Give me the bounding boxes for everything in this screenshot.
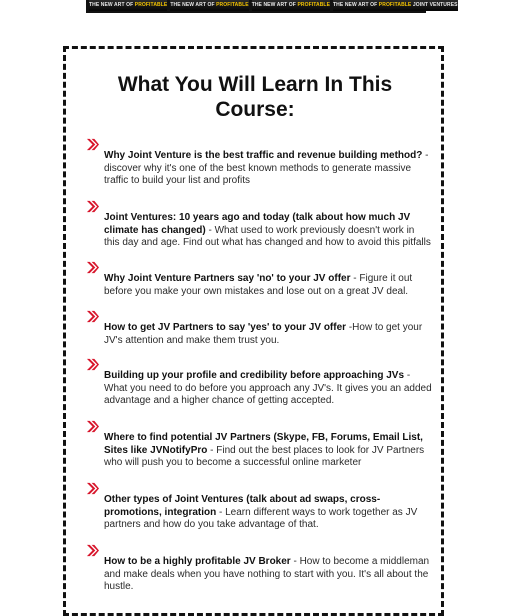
top-banner <box>86 0 458 13</box>
double-chevron-right-icon <box>86 544 99 557</box>
list-item <box>76 150 432 188</box>
double-chevron-right-icon <box>86 200 99 213</box>
banner-book: THE NEW ART OF PROFITABLE JOINT VENTURES <box>333 0 458 11</box>
item-description: - What used to work previously doesn't work in this day and age. Find out what has changed and how to avoid this pitfalls <box>104 224 431 248</box>
item-heading: How to get JV Partners to say 'yes' to your JV offer <box>104 322 347 333</box>
item-heading: Other types of Joint Ventures (talk about ad swaps, cross-promotions, integration <box>104 494 381 518</box>
item-description: - Learn different ways to work together as JV partners and how do you take advantage of that. <box>104 506 418 530</box>
double-chevron-right-icon <box>86 310 99 323</box>
title-line: What You Will Learn In This <box>117 73 393 96</box>
item-description: - Figure it out before you make your own mistakes and lose out on a great JV deal. <box>104 273 413 297</box>
title-line: Course: <box>215 98 295 121</box>
double-chevron-right-icon <box>86 358 99 371</box>
item-heading: How to be a highly profitable JV Broker <box>104 556 291 567</box>
banner-book: THE NEW ART OF PROFITABLE <box>170 0 248 11</box>
banner-book: THE NEW ART OF PROFITABLE <box>252 0 330 11</box>
item-heading: Where to find potential JV Partners (Skype, FB, Forums, Email List, Sites like JVNotifyPro <box>104 432 423 456</box>
double-chevron-right-icon <box>86 420 99 433</box>
item-description: - discover why it's one of the best known methods to generate massive traffic to build your list and profits <box>104 150 429 186</box>
double-chevron-right-icon <box>86 482 99 495</box>
page-title <box>64 72 446 122</box>
item-heading: Why Joint Venture Partners say 'no' to your JV offer <box>104 273 351 284</box>
item-description: - How to become a middleman and make deals when you have nothing to start with you. It's all about the hustle. <box>104 556 430 592</box>
list-item <box>76 432 432 470</box>
list-item <box>76 370 432 408</box>
double-chevron-right-icon <box>86 138 99 151</box>
list-item <box>76 322 432 347</box>
item-heading: Joint Ventures: 10 years ago and today (talk about how much JV climate has changed) <box>104 212 411 236</box>
item-description: -How to get your JV's attention and make them trust you. <box>104 322 423 346</box>
double-chevron-right-icon <box>86 261 99 274</box>
item-heading: Building up your profile and credibility before approaching JVs <box>104 370 405 381</box>
item-description: - Find out the best places to look for JV Partners who will push you to become a successful online marketer <box>104 444 425 468</box>
list-item <box>76 556 432 594</box>
item-heading: Why Joint Venture is the best traffic and revenue building method? <box>104 150 423 161</box>
list-item <box>76 273 432 298</box>
banner-book: THE NEW ART OF PROFITABLE <box>89 0 167 11</box>
item-description: - What you need to do before you approach any JV's. It gives you an added advantage and a higher chance of getting accepted. <box>104 370 432 406</box>
list-item <box>76 494 432 532</box>
list-item <box>76 212 432 250</box>
